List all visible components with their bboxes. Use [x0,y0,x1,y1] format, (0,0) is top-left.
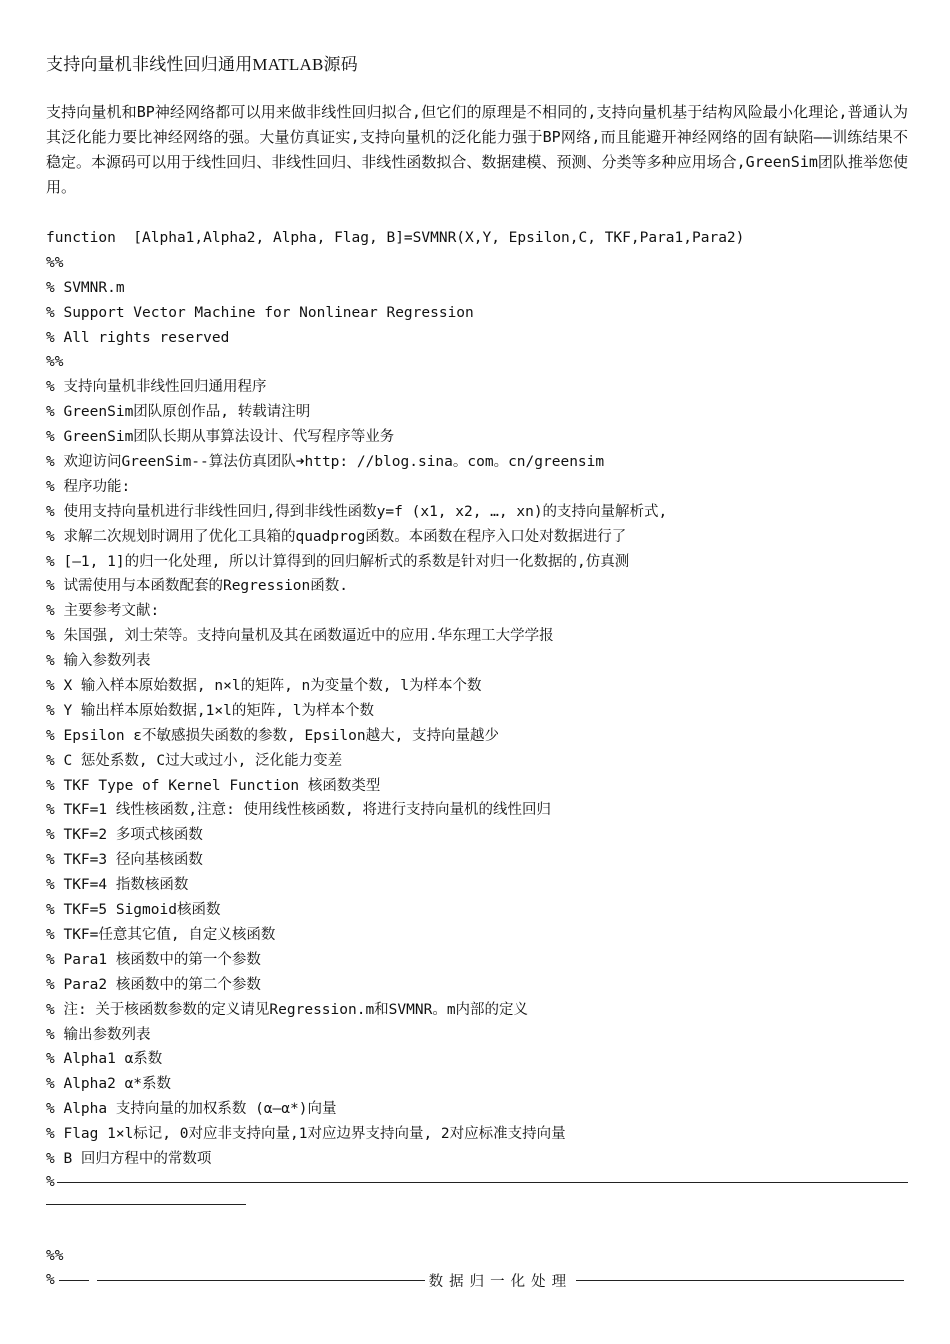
intro-paragraph: 支持向量机和BP神经网络都可以用来做非线性回归拟合,但它们的原理是不相同的,支持向量机基于结构风险最小化理论,普通认为其泛化能力要比神经网络的强。大量仿真证实,支持向量机的泛化能力强于BP网络,而且能避开神经网络的固有缺陷——训练结果不稳定。本源码可以用于线性回归、非线性回归、非线性函数拟合、数据建模、预测、分类等多种应用场合,GreenSim团队推举您使用。 [46,103,908,196]
code-line: % 程序功能: [46,478,131,495]
code-line: %% [46,354,64,371]
code-line: % Alpha1 α系数 [46,1051,163,1068]
heading-rule-left [97,1280,425,1281]
code-line: % TKF=任意其它值, 自定义核函数 [46,926,276,943]
heading-rule-right [576,1280,904,1281]
code-line: % Support Vector Machine for Nonlinear Regression [46,304,474,321]
code-line: % X 输入样本原始数据, n×l的矩阵, n为变量个数, l为样本个数 [46,678,482,695]
code-line: % 输入参数列表 [46,653,151,670]
section-heading-line [46,1268,908,1292]
code-line: % Y 输出样本原始数据,1×l的矩阵, l为样本个数 [46,702,375,719]
code-line: % GreenSim团队长期从事算法设计、代写程序等业务 [46,429,395,446]
code-line: % TKF Type of Kernel Function 核函数类型 [46,777,381,794]
code-line: % TKF=3 径向基核函数 [46,852,203,869]
code-line: % TKF=5 Sigmoid核函数 [46,902,221,919]
code-line: function [Alpha1,Alpha2, Alpha, Flag, B]=SVMNR(X,Y, Epsilon,C, TKF,Para1,Para2) [46,230,745,246]
code-line: % Para2 核函数中的第二个参数 [46,976,261,993]
code-line: % All rights reserved [46,329,230,346]
code-line: % C 惩处系数, C过大或过小, 泛化能力变差 [46,752,343,769]
code-line: % B 回归方程中的常数项 [46,1150,212,1167]
comment-separator [46,1170,908,1205]
code-line: % 欢迎访问GreenSim--算法仿真团队➜http: //blog.sina。com。cn/greensim [46,454,605,471]
separator-prefix: % [46,1174,55,1190]
block-marker: %% [46,1248,64,1264]
code-line: % Para1 核函数中的第一个参数 [46,951,261,968]
code-line: % SVMNR.m [46,279,125,296]
code-line: % 朱国强, 刘士荣等。支持向量机及其在函数逼近中的应用.华东理工大学学报 [46,628,554,645]
code-line: % Flag 1×l标记, 0对应非支持向量,1对应边界支持向量, 2对应标准支持向量 [46,1126,566,1143]
code-line: % Epsilon ε不敏感损失函数的参数, Epsilon越大, 支持向量越少 [46,727,500,744]
document-title: 支持向量机非线性回归通用MATLAB源码 [46,55,358,74]
code-line: % 求解二次规划时调用了优化工具箱的quadprog函数。本函数在程序入口处对数据进行了 [46,528,627,545]
heading-dash [59,1280,89,1281]
code-line: %% [46,254,64,271]
code-line: % 试需使用与本函数配套的Regression函数. [46,578,348,595]
separator-rule-continuation [46,1204,246,1205]
code-line: % 主要参考文献: [46,603,160,620]
section-prefix: % [46,1272,55,1288]
code-line: % TKF=2 多项式核函数 [46,827,203,844]
code-line: % 注: 关于核函数参数的定义请见Regression.m和SVMNR。m内部的定义 [46,1001,529,1018]
code-line: % 支持向量机非线性回归通用程序 [46,379,267,396]
code-line: % GreenSim团队原创作品, 转载请注明 [46,404,311,421]
code-block [46,226,916,1172]
code-line: % TKF=4 指数核函数 [46,877,189,894]
code-line: % Alpha2 α*系数 [46,1076,172,1093]
code-line: % TKF=1 线性核函数,注意: 使用线性核函数, 将进行支持向量机的线性回归 [46,802,551,819]
block-marker-line [46,1244,908,1268]
separator-rule [57,1182,908,1183]
code-line: % Alpha 支持向量的加权系数 (α—α*)向量 [46,1101,337,1118]
code-line: % 使用支持向量机进行非线性回归,得到非线性函数y=f (x1, x2, …, xn)的支持向量解析式, [46,503,668,520]
code-line: % 输出参数列表 [46,1026,151,1043]
section-heading: 数据归一化处理 [428,1273,573,1290]
code-line: % [—1, 1]的归一化处理, 所以计算得到的回归解析式的系数是针对归一化数据的,仿真测 [46,553,630,570]
